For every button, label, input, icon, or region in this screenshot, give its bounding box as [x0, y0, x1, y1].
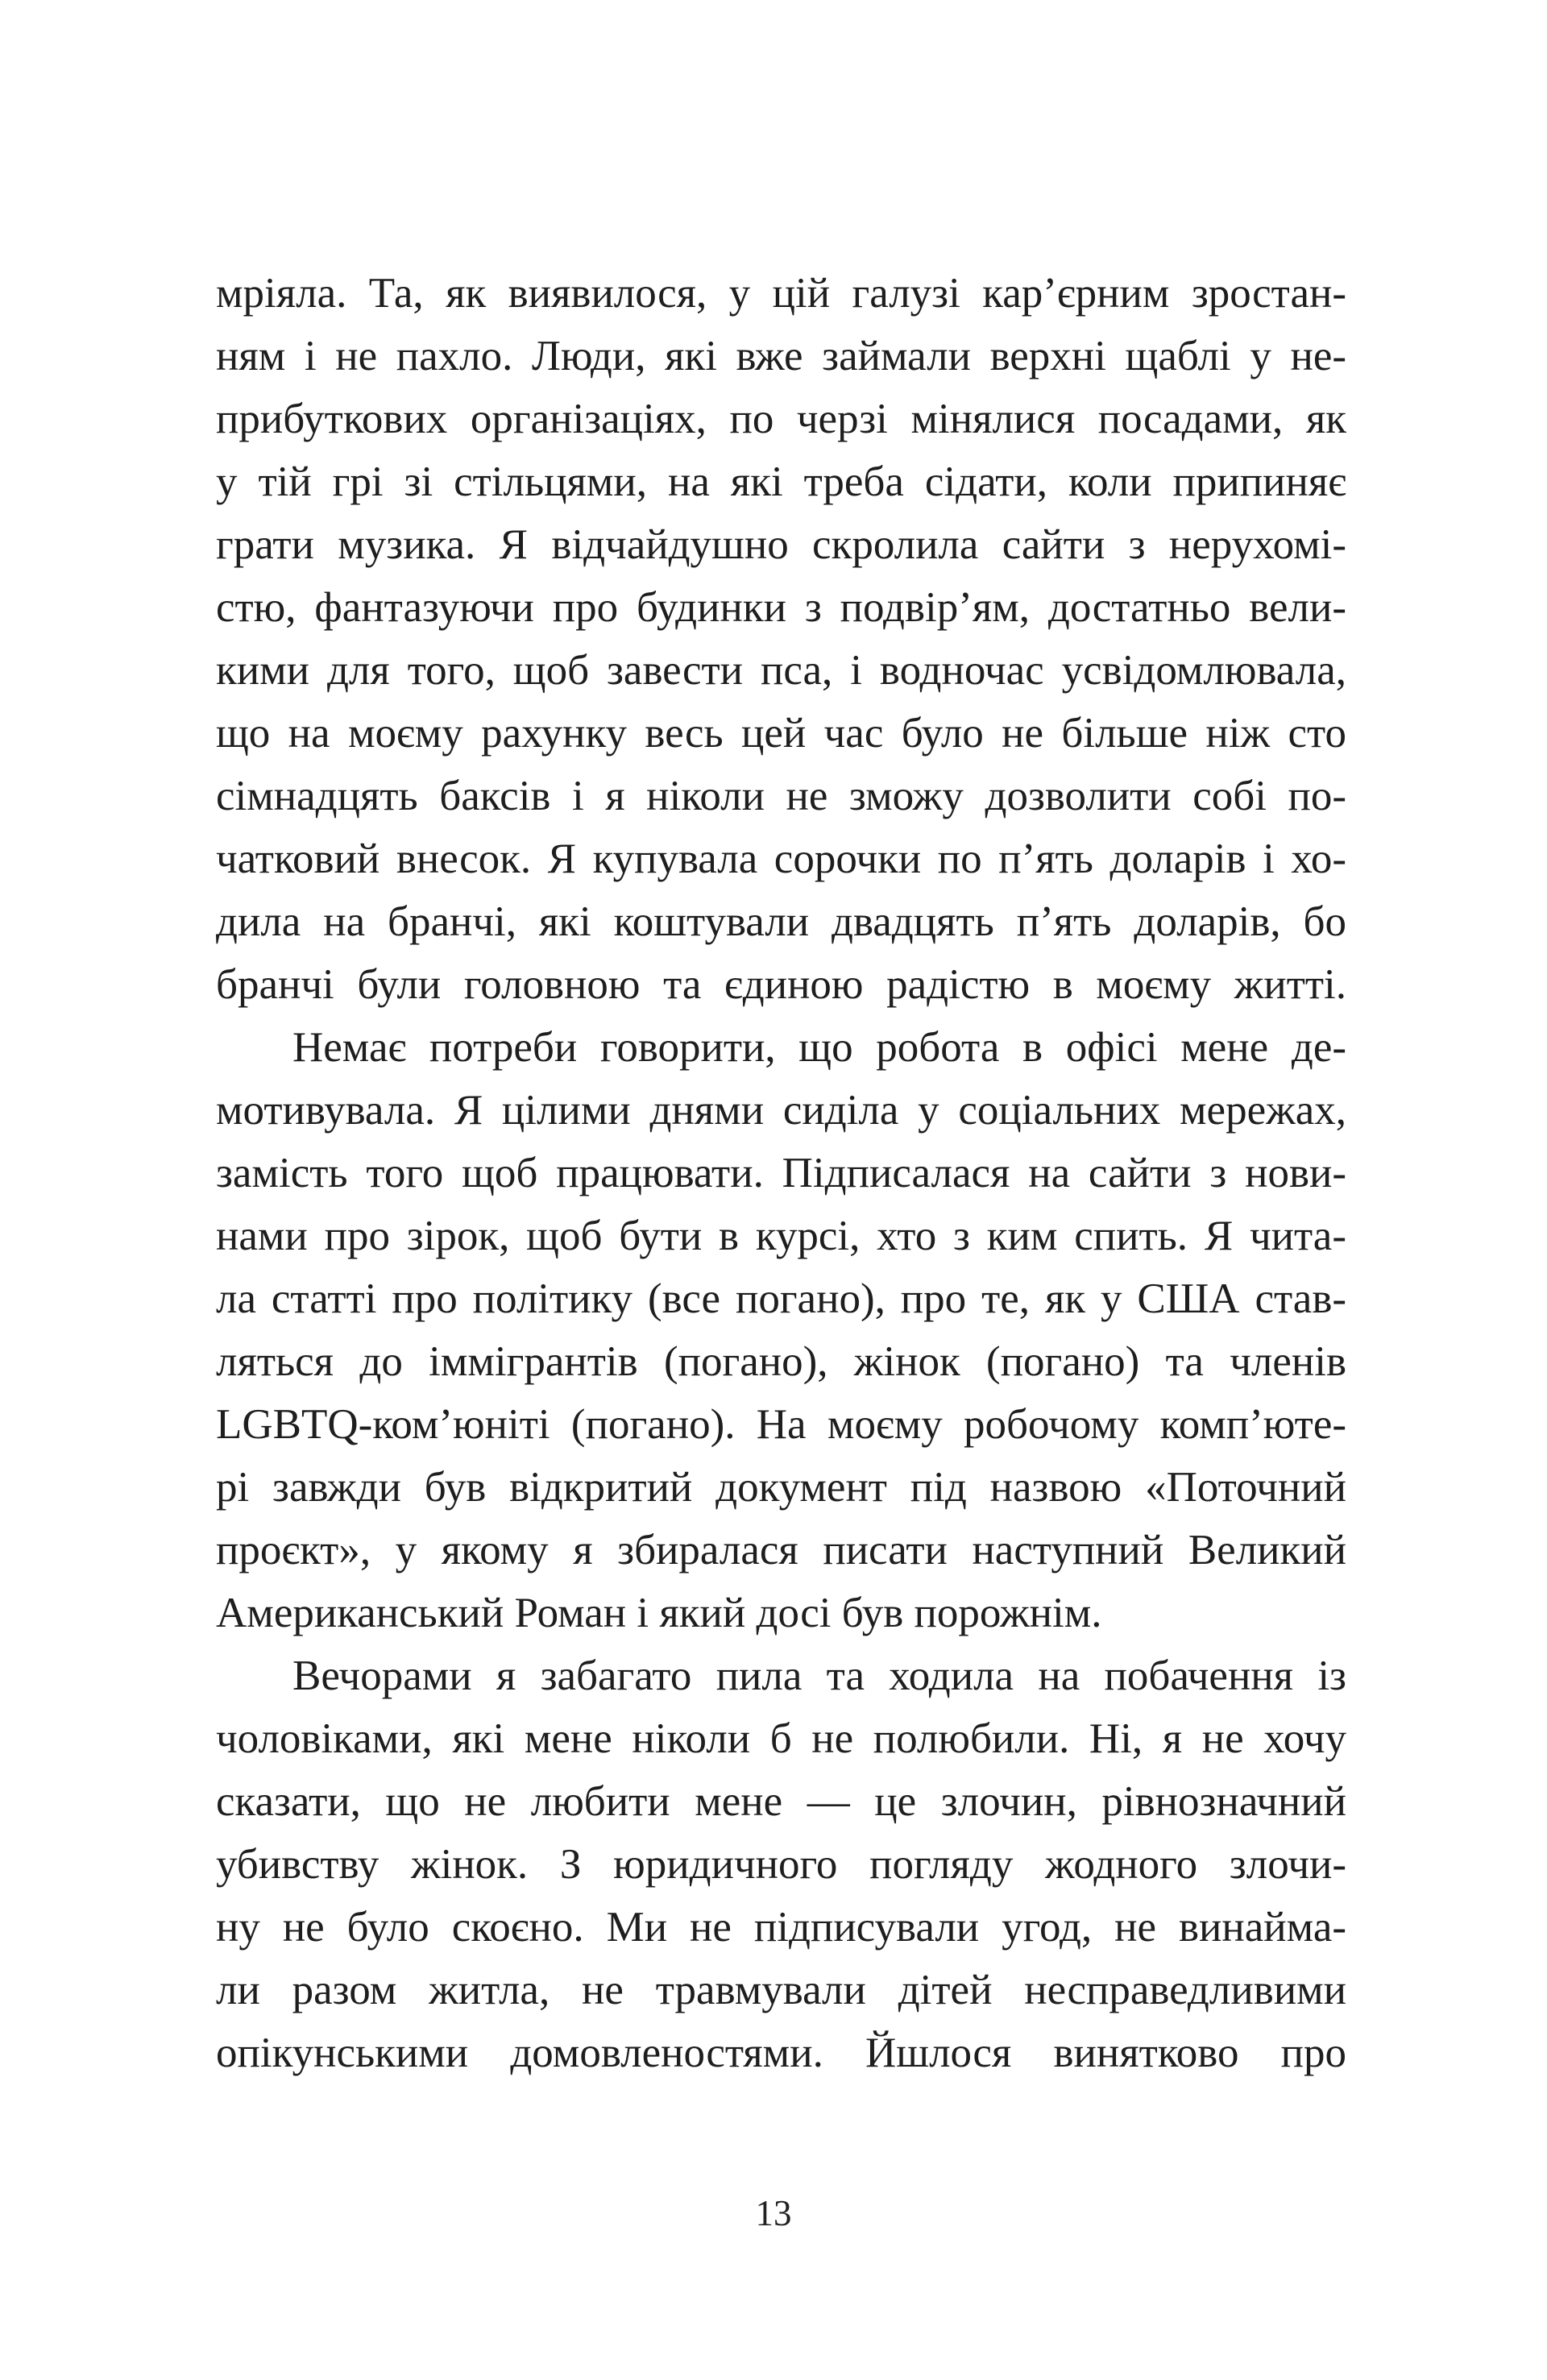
- text-line: у тій грі зі стільцями, на які треба сідати, коли припиняє: [216, 458, 1346, 505]
- text-line: Вечорами я забагато пила та ходила на побачення із: [292, 1652, 1346, 1699]
- text-line: замість того щоб працювати. Підписалася на сайти з нови-: [216, 1150, 1346, 1196]
- text-line: грати музика. Я відчайдушно скролила сайти з нерухомі-: [216, 521, 1346, 568]
- text-line: кими для того, щоб завести пса, і водночас усвідомлювала,: [216, 647, 1346, 694]
- text-line: ням і не пахло. Люди, які вже займали верхні щаблі у не-: [216, 333, 1346, 379]
- text-line: LGBTQ-ком’юніті (погано). На моєму робочому комп’юте-: [216, 1401, 1346, 1448]
- text-line: сказати, що не любити мене — це злочин, рівнозначний: [216, 1778, 1346, 1825]
- paragraph: [216, 1016, 1346, 1644]
- text-line: прибуткових організаціях, по черзі мінялися посадами, як: [216, 396, 1346, 442]
- text-line: опікунськими домовленостями. Йшлося винятково про: [216, 2030, 1346, 2076]
- text-line: дила на бранчі, які коштували двадцять п’ять доларів, бо: [216, 898, 1346, 945]
- page-number: 13: [755, 2193, 792, 2233]
- text-line: убивству жінок. З юридичного погляду жодного злочи-: [216, 1841, 1346, 1888]
- text-line: чатковий внесок. Я купувала сорочки по п’ять доларів і хо-: [216, 835, 1346, 882]
- text-line: мріяла. Та, як виявилося, у цій галузі кар’єрним зростан-: [216, 270, 1346, 317]
- text-line: Немає потреби говорити, що робота в офісі мене де-: [292, 1024, 1346, 1071]
- text-line: Американський Роман і який досі був порожнім.: [216, 1590, 1102, 1636]
- text-column: [216, 262, 1346, 2084]
- paragraph: [216, 1644, 1346, 2084]
- text-line: сімнадцять баксів і я ніколи не зможу дозволити собі по-: [216, 773, 1346, 819]
- text-line: ли разом житла, не травмували дітей несправедливими: [216, 1967, 1346, 2013]
- text-line: проєкт», у якому я збиралася писати наступний Великий: [216, 1527, 1346, 1574]
- text-line: рі завжди був відкритий документ під назвою «Поточний: [216, 1464, 1346, 1511]
- text-line: бранчі були головною та єдиною радістю в моєму житті.: [216, 961, 1346, 1008]
- text-line: ла статті про політику (все погано), про те, як у США став-: [216, 1275, 1346, 1322]
- text-line: що на моєму рахунку весь цей час було не більше ніж сто: [216, 710, 1346, 757]
- text-line: мотивувала. Я цілими днями сиділа у соціальних мережах,: [216, 1087, 1346, 1134]
- text-line: стю, фантазуючи про будинки з подвір’ям, достатньо вели-: [216, 584, 1346, 631]
- paragraph: [216, 262, 1346, 1016]
- text-line: чоловіками, які мене ніколи б не полюбили. Ні, я не хочу: [216, 1715, 1346, 1762]
- text-line: ляться до іммігрантів (погано), жінок (погано) та членів: [216, 1338, 1346, 1385]
- text-line: нами про зірок, щоб бути в курсі, хто з ким спить. Я чита-: [216, 1213, 1346, 1259]
- text-line: ну не було скоєно. Ми не підписували угод, не винайма-: [216, 1904, 1346, 1951]
